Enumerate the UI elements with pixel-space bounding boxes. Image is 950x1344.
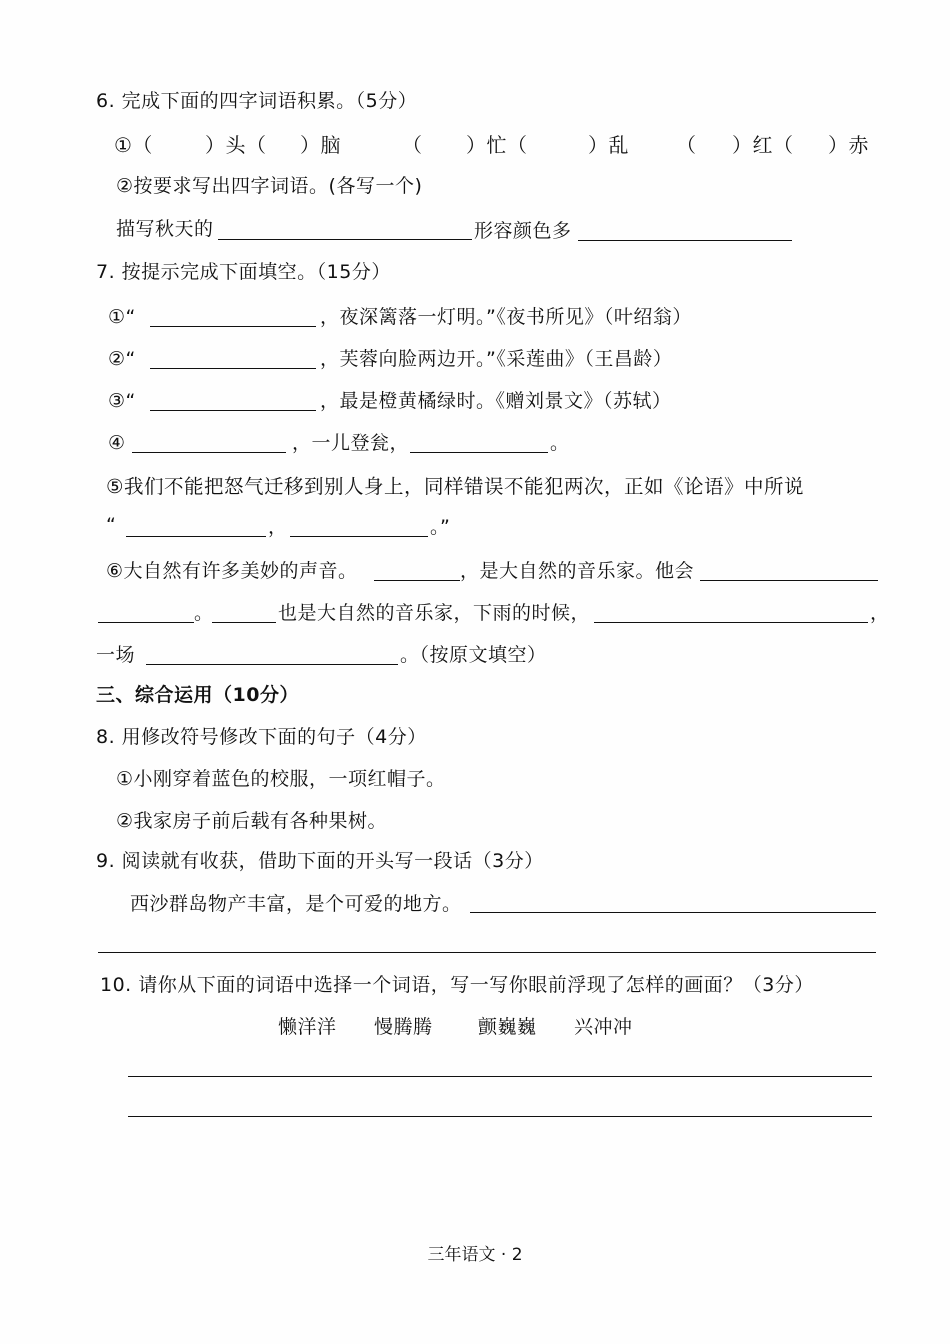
answer-blank-7-6b[interactable] [700, 580, 878, 581]
q10-word-3: 颤巍巍 [478, 1016, 537, 1038]
q6-row1-c7: ）红（ [732, 133, 794, 157]
q7-l3-text: ，最是橙黄橘绿时。《赠刘景文》（苏轼） [320, 390, 672, 412]
q7-l7-a: 。 [194, 602, 214, 624]
answer-blank-7-6f[interactable] [146, 664, 398, 665]
q8-sentence-2: ②我家房子前后载有各种果树。 [116, 810, 388, 832]
answer-blank-7-5b[interactable] [290, 536, 428, 537]
q6-row3-right: 形容颜色多 [474, 220, 572, 242]
answer-blank-7-4a[interactable] [132, 452, 286, 453]
q7-l5b-comma: ， [268, 516, 288, 538]
answer-blank-autumn[interactable] [218, 239, 472, 240]
q7-l5b-end: 。” [430, 516, 451, 538]
answer-blank-7-5a[interactable] [126, 536, 266, 537]
q6-row1-c6: （ [676, 133, 697, 157]
q7-l4-mid: ，一儿登瓮， [292, 432, 410, 454]
q7-title: 7. 按提示完成下面填空。（15分） [96, 261, 391, 283]
q6-row1-c8: ）赤 [828, 133, 869, 157]
q6-row1-c5: ）乱 [588, 133, 629, 157]
q7-l8-a: 一场 [96, 644, 136, 666]
q7-l2-text: ，芙蓉向脸两边开。”《采莲曲》（王昌龄） [320, 348, 673, 370]
answer-blank-7-6a[interactable] [374, 580, 460, 581]
q6-row1-marker: ①（ [114, 133, 153, 157]
q7-l7-b: 也是大自然的音乐家，下雨的时候， [278, 602, 591, 624]
q7-l2-open: ②“ [108, 348, 136, 370]
answer-blank-7-3[interactable] [150, 410, 316, 411]
q7-l8-b: 。（按原文填空） [400, 644, 547, 666]
q7-l5: ⑤我们不能把怒气迁移到别人身上，同样错误不能犯两次，正如《论语》中所说 [106, 475, 804, 498]
q10-word-4: 兴冲冲 [574, 1016, 633, 1038]
q6-row1-c4: ）忙（ [466, 133, 528, 157]
q8-sentence-1: ①小刚穿着蓝色的校服，一项红帽子。 [116, 768, 446, 790]
q6-title: 6. 完成下面的四字词语积累。（5分） [96, 90, 418, 112]
q7-l7-c: ， [870, 602, 890, 624]
answer-blank-7-6c[interactable] [98, 622, 194, 623]
answer-blank-7-1[interactable] [150, 326, 316, 327]
page-footer: 三年语文 · 2 [427, 1245, 523, 1265]
answer-blank-7-2[interactable] [150, 368, 316, 369]
q9-title: 9. 阅读就有收获，借助下面的开头写一段话（3分） [96, 850, 544, 872]
answer-blank-9a[interactable] [470, 912, 876, 913]
q8-title: 8. 用修改符号修改下面的句子（4分） [96, 726, 427, 748]
q7-l1-open: ①“ [108, 306, 136, 328]
answer-blank-10b[interactable] [128, 1116, 872, 1117]
q7-l6-b: ，是大自然的音乐家。他会 [460, 560, 695, 582]
q10-word-2: 慢腾腾 [374, 1016, 433, 1038]
q9-start: 西沙群岛物产丰富，是个可爱的地方。 [130, 893, 462, 915]
q7-l4-end: 。 [550, 432, 570, 454]
q7-l5b-open: “ [106, 514, 117, 536]
answer-blank-colors[interactable] [578, 240, 792, 241]
answer-blank-9b[interactable] [98, 952, 876, 953]
q7-l4-open: ④ [108, 432, 126, 454]
q6-row1-c2: ）脑 [300, 133, 341, 157]
q7-l3-open: ③“ [108, 390, 136, 412]
q10-word-1: 懒洋洋 [278, 1016, 337, 1038]
q6-row2: ②按要求写出四字词语。(各写一个) [116, 175, 423, 197]
answer-blank-7-4b[interactable] [410, 452, 548, 453]
answer-blank-7-6e[interactable] [594, 622, 868, 623]
q7-l1-text: ，夜深篱落一灯明。”《夜书所见》（叶绍翁） [320, 306, 692, 328]
q10-title: 10. 请你从下面的词语中选择一个词语，写一写你眼前浮现了怎样的画面？（3分） [100, 974, 814, 996]
section3-title: 三、综合运用（10分） [96, 684, 299, 706]
answer-blank-7-6d[interactable] [212, 622, 276, 623]
q7-l6-a: ⑥大自然有许多美妙的声音。 [106, 560, 358, 582]
q6-row1-c3: （ [402, 133, 423, 157]
q6-row3-left: 描写秋天的 [116, 218, 214, 240]
answer-blank-10a[interactable] [128, 1076, 872, 1077]
q6-row1-c1: ）头（ [205, 133, 267, 157]
